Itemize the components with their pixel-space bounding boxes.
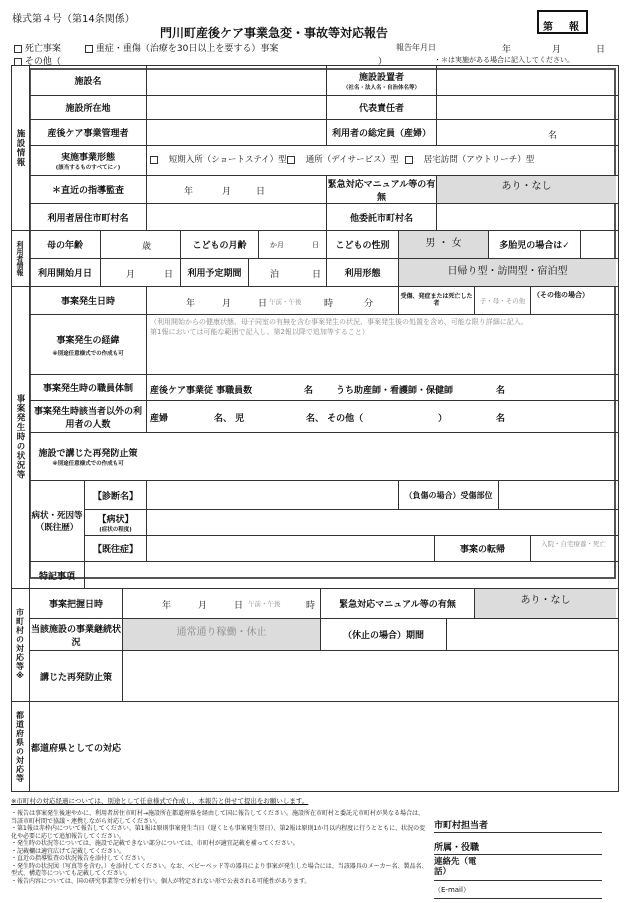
- user-city-label: 利用者居住市町村名: [47, 213, 129, 224]
- incident-year: 年: [186, 299, 196, 309]
- audit-day: 日: [256, 187, 266, 197]
- contact-person-label: 市町村担当者: [434, 821, 489, 831]
- report-year: 年: [502, 45, 512, 55]
- staff-label: 事案発生時の職員体制: [42, 384, 133, 394]
- muni-prevention-label: 講じた再発防止策: [39, 672, 112, 683]
- footer-bullet: ・発生時の状況図（写真等を含む。）を添付してください。なお、ベビーベッド等の器具により事案が発生した場合には、当該器具のメーカー名、製品名、型式、構造等についても記載してください。: [11, 862, 428, 877]
- muni-manual-label: 緊急対応マニュアル等の有無: [339, 600, 456, 610]
- manual-options[interactable]: あり・なし: [501, 181, 552, 192]
- form-short-label: 短期入所（ショートステイ）型: [168, 155, 287, 165]
- checkbox-day[interactable]: [287, 156, 295, 164]
- diagnosis-label: 【診断名】: [92, 491, 138, 502]
- footer-bullets: [11, 810, 429, 885]
- incident-hour: 時: [324, 299, 334, 309]
- child-days-unit: 日: [312, 241, 319, 249]
- prevention-label: [30, 433, 146, 480]
- victim-options[interactable]: 子・母・その他: [479, 297, 526, 305]
- usage-form-label: 利用形態: [344, 269, 381, 279]
- section-incident: 事案発生時の状況等: [15, 394, 25, 480]
- course-label: [30, 315, 146, 374]
- form-day-option[interactable]: [287, 153, 399, 165]
- course-sub: ※別途任意様式での作成も可: [52, 350, 124, 357]
- others-close: ）: [438, 414, 448, 424]
- pref-response-label: 都道府県としての対応: [30, 743, 121, 754]
- page-title: 門川町産後ケア事業急変・事故等対応報告: [160, 26, 389, 40]
- incident-ampm[interactable]: 午前・午後: [269, 298, 302, 306]
- footer-bullet: ・報告内容については、国の研究事業等で分析を行い、個人が特定されない形で公表される可能性があります。: [11, 877, 311, 885]
- section-user: 利用者情報: [16, 240, 24, 276]
- others-label: 名、 その他（: [306, 414, 364, 424]
- audit-month: 月: [222, 187, 232, 197]
- footer-bullet: ・第1報は赤枠内について報告してください。第1報は原則事案発生当日（遅くとも事案発生翌日）、第2報は原則1か月以内程度に行うとともに、状況の変化や必要に応じて追加報告してください。: [11, 825, 426, 840]
- period-label: 利用予定期間: [187, 269, 242, 279]
- form-label: [30, 146, 146, 175]
- months-unit: か月: [270, 241, 284, 249]
- others-count-label: 事案発生時該当者以外の利用者の人数: [33, 406, 142, 430]
- incident-month: 月: [222, 299, 232, 309]
- course-hint: [150, 318, 614, 338]
- audit-label: ＊直近の指導監査: [51, 186, 124, 196]
- start-month: 月: [126, 270, 136, 280]
- symptom-text: 【病状】: [97, 515, 134, 525]
- prevention-sub: ※別途任意様式での作成も可: [52, 461, 124, 467]
- footer-bullet: ・直近の指導監査の状況報告を添付してください。: [11, 855, 150, 862]
- founder-label: [327, 66, 436, 95]
- check-death-label: 死亡事案: [24, 44, 61, 54]
- founder-sub: （社名・法人名・自治体名等）: [342, 85, 420, 91]
- total-users-unit: 名: [548, 131, 558, 141]
- special-label: 特記事項: [38, 571, 75, 582]
- footer-note: ※市町村の対応経過については、別途として任意様式で作成し、本報告と併せて提出をお願いします。: [11, 797, 309, 805]
- grasp-ampm[interactable]: 午前・午後: [248, 600, 281, 608]
- total-users-label: 利用者の総定員（産婦）: [331, 129, 431, 139]
- child-sex-options[interactable]: 男 ・ 女: [425, 237, 462, 249]
- form-visit-label: 居宅訪問（アウトリーチ）型: [423, 155, 535, 165]
- checkbox-death[interactable]: [14, 45, 22, 53]
- section-municipality: 市町村の対応等※: [15, 608, 25, 681]
- footer-bullet: ・発生時の状況等については、施設で記載できない部分については、市町村が適宜記載を補ってください。: [11, 840, 299, 847]
- report-day: 日: [596, 45, 606, 55]
- staff-count-label: 産後ケア事業従 事職員数: [150, 386, 253, 396]
- grasp-label: 事案把握日時: [48, 600, 103, 610]
- dept-label: 所属・役職: [434, 843, 480, 853]
- contact-label: 連絡先（電話）: [434, 857, 477, 878]
- continuation-label: 当該施設の事業継続状況: [30, 624, 121, 648]
- child-months-label: こどもの月齢: [192, 241, 247, 251]
- report-month: 月: [552, 45, 562, 55]
- outcome-options[interactable]: 入院・自宅療養・死亡: [541, 540, 606, 548]
- form-visit-option[interactable]: [405, 153, 534, 165]
- check-other-close: ）: [378, 57, 388, 67]
- form-short-option[interactable]: [150, 153, 287, 165]
- continuation-options[interactable]: 通常通り稼働・休止: [176, 626, 267, 638]
- course-hint-2: 第1報においては可能な範囲で記入し、第2報以降で追加等すること）: [150, 327, 369, 336]
- symptom-label: [85, 510, 146, 535]
- incident-day: 日: [258, 299, 268, 309]
- start-day: 日: [164, 270, 174, 280]
- symptom-sub: (症状の程度): [99, 527, 132, 533]
- midwife-unit: 名: [496, 386, 506, 396]
- check-other-label: その他（: [24, 57, 61, 67]
- victim-other-label: （その他の場合）: [533, 291, 589, 299]
- representative-label: 代表責任者: [358, 104, 404, 114]
- multiple-label: 多胎児の場合は✓: [499, 241, 570, 251]
- nights-unit: 泊: [270, 270, 280, 280]
- period-days-unit: 日: [312, 270, 322, 280]
- condition-label: 病状・死因等（既往歴）: [31, 511, 83, 533]
- manual-label: 緊急対応マニュアル等の有無: [327, 179, 436, 203]
- prevention-text: 施設で講じた再発防止策: [38, 449, 138, 459]
- checkbox-short[interactable]: [150, 156, 158, 164]
- report-prefix: 第: [543, 22, 553, 33]
- footer-bullet: ・報告は事案発生後速やかに、利用者居住市町村→施設所在都道府県を経由して国に報告してください。施設所在市町村と委託元市町村が異なる場合は、当該市町村間で協議・連携しながら対応してください。: [11, 810, 425, 825]
- grasp-hour: 時: [306, 601, 316, 611]
- checkbox-serious[interactable]: [85, 45, 93, 53]
- midwife-label: うち助産師・看護師・保健師: [336, 386, 454, 396]
- grasp-year: 年: [162, 601, 172, 611]
- manager-label: 産後ケア事業管理者: [47, 129, 129, 139]
- grasp-month: 月: [198, 601, 208, 611]
- mothers-label: 産婦: [150, 414, 169, 424]
- injury-label: （負傷の場合）受傷部位: [404, 490, 493, 500]
- others-unit: 名: [496, 414, 506, 424]
- report-number-box[interactable]: [537, 10, 588, 34]
- check-serious-row[interactable]: [85, 41, 278, 54]
- report-suffix: 報: [569, 22, 579, 33]
- form-number: 様式第４号（第14条関係）: [12, 14, 135, 25]
- section-facility: 施設情報: [15, 128, 25, 167]
- other-city-label: 他委託市町村名: [349, 213, 413, 224]
- course-text: 事案発生の経緯: [56, 335, 120, 346]
- form-label-sub: (該当するものすべてに✓): [55, 165, 121, 171]
- start-date-label: 利用開始月日: [37, 269, 92, 279]
- star-note: ・＊は実施がある場合に記入してください。: [434, 56, 574, 64]
- staff-count-unit: 名: [304, 386, 314, 396]
- history-label: 【既往症】: [92, 545, 138, 555]
- age-unit: 歳: [142, 242, 152, 252]
- child-sex-label: こどもの性別: [335, 241, 390, 251]
- course-hint-1: （利用開始からの健康状態、母子同室の有無を含む事案発生の状況、事案発生後の処置を含め、可能な限り詳細に記入。: [150, 318, 528, 326]
- form-day-label: 通所（デイサービス）型: [305, 155, 399, 165]
- outcome-label: 事案の転帰: [459, 545, 505, 555]
- checkbox-visit[interactable]: [405, 156, 413, 164]
- report-date-label: 報告年月日: [396, 43, 436, 52]
- facility-name-label: 施設名: [74, 77, 102, 87]
- incident-minute: 分: [364, 299, 374, 309]
- check-serious-label: 重症・重傷（治療を30日以上を要する）事案: [95, 44, 279, 54]
- check-death-row[interactable]: [14, 41, 61, 54]
- grasp-day: 日: [234, 601, 244, 611]
- address-label: 施設所在地: [65, 104, 111, 114]
- children-label: 名、 児: [214, 414, 245, 424]
- incident-datetime-label: 事案発生日時: [60, 297, 115, 307]
- muni-manual-options[interactable]: あり・なし: [520, 594, 571, 606]
- victim-label: 受傷、発症または死亡した者: [400, 292, 473, 307]
- section-prefecture: 都道府県の対応等: [15, 710, 25, 783]
- mother-age-label: 母の年齢: [46, 241, 83, 251]
- founder-text: 施設設置者: [358, 73, 404, 83]
- usage-form-options[interactable]: 日帰り型・訪問型・宿泊型: [447, 265, 568, 277]
- audit-year: 年: [184, 187, 194, 197]
- email-label: （E-mail）: [434, 886, 470, 894]
- suspend-label: （休止の場合）期間: [342, 631, 424, 641]
- footer-bullet: ・記載欄は適宜広げて記載してください。: [11, 847, 126, 855]
- form-label-text: 実施事業形態: [60, 153, 115, 163]
